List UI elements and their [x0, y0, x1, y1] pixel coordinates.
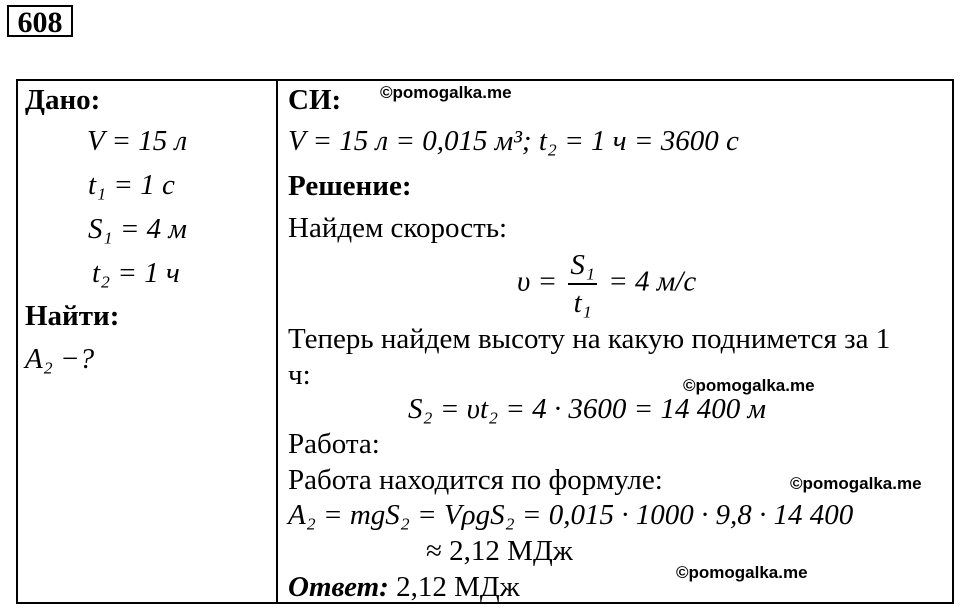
- speed-formula: [517, 247, 696, 321]
- column-divider: [276, 79, 278, 604]
- problem-number: 608: [7, 5, 73, 37]
- given-distance-1: S₁ = 4 м: [88, 213, 187, 245]
- speed-lhs: υ =: [517, 265, 558, 298]
- find-heading: Найти:: [25, 300, 120, 332]
- work-result: ≈ 2,12 МДж: [426, 535, 573, 567]
- height-formula: S₂ = υt₂ = 4 · 3600 = 14 400 м: [408, 393, 766, 425]
- si-heading: СИ:: [288, 84, 342, 116]
- given-time-2: t₂ = 1 ч: [92, 257, 180, 289]
- speed-denominator: t₁: [573, 287, 592, 319]
- solution-heading: Решение:: [288, 170, 412, 202]
- given-heading: Дано:: [25, 84, 101, 116]
- height-intro-line-1: Теперь найдем высоту на какую поднимется за 1: [288, 323, 891, 355]
- si-conversion: V = 15 л = 0,015 м³; t₂ = 1 ч = 3600 с: [288, 125, 739, 157]
- height-intro-line-2: ч:: [288, 359, 311, 391]
- speed-fraction: [568, 247, 597, 321]
- find-value: A₂ −?: [25, 343, 95, 375]
- given-volume: V = 15 л: [87, 125, 188, 157]
- watermark: ©pomogalka.me: [790, 474, 922, 493]
- given-time-1: t₁ = 1 с: [88, 169, 175, 201]
- work-intro: Работа находится по формуле:: [288, 464, 663, 496]
- watermark: ©pomogalka.me: [380, 83, 512, 102]
- work-label: Работа:: [288, 428, 380, 460]
- work-formula: A₂ = mgS₂ = VρgS₂ = 0,015 · 1000 · 9,8 · 14 400: [288, 499, 854, 531]
- speed-rhs: = 4 м/с: [608, 265, 697, 298]
- answer-label: Ответ:: [288, 571, 389, 603]
- watermark: ©pomogalka.me: [676, 563, 808, 582]
- speed-numerator: S₁: [568, 247, 597, 285]
- answer-value: 2,12 МДж: [396, 571, 520, 603]
- watermark: ©pomogalka.me: [683, 376, 815, 395]
- answer-line: [288, 570, 520, 604]
- speed-intro: Найдем скорость:: [288, 212, 508, 244]
